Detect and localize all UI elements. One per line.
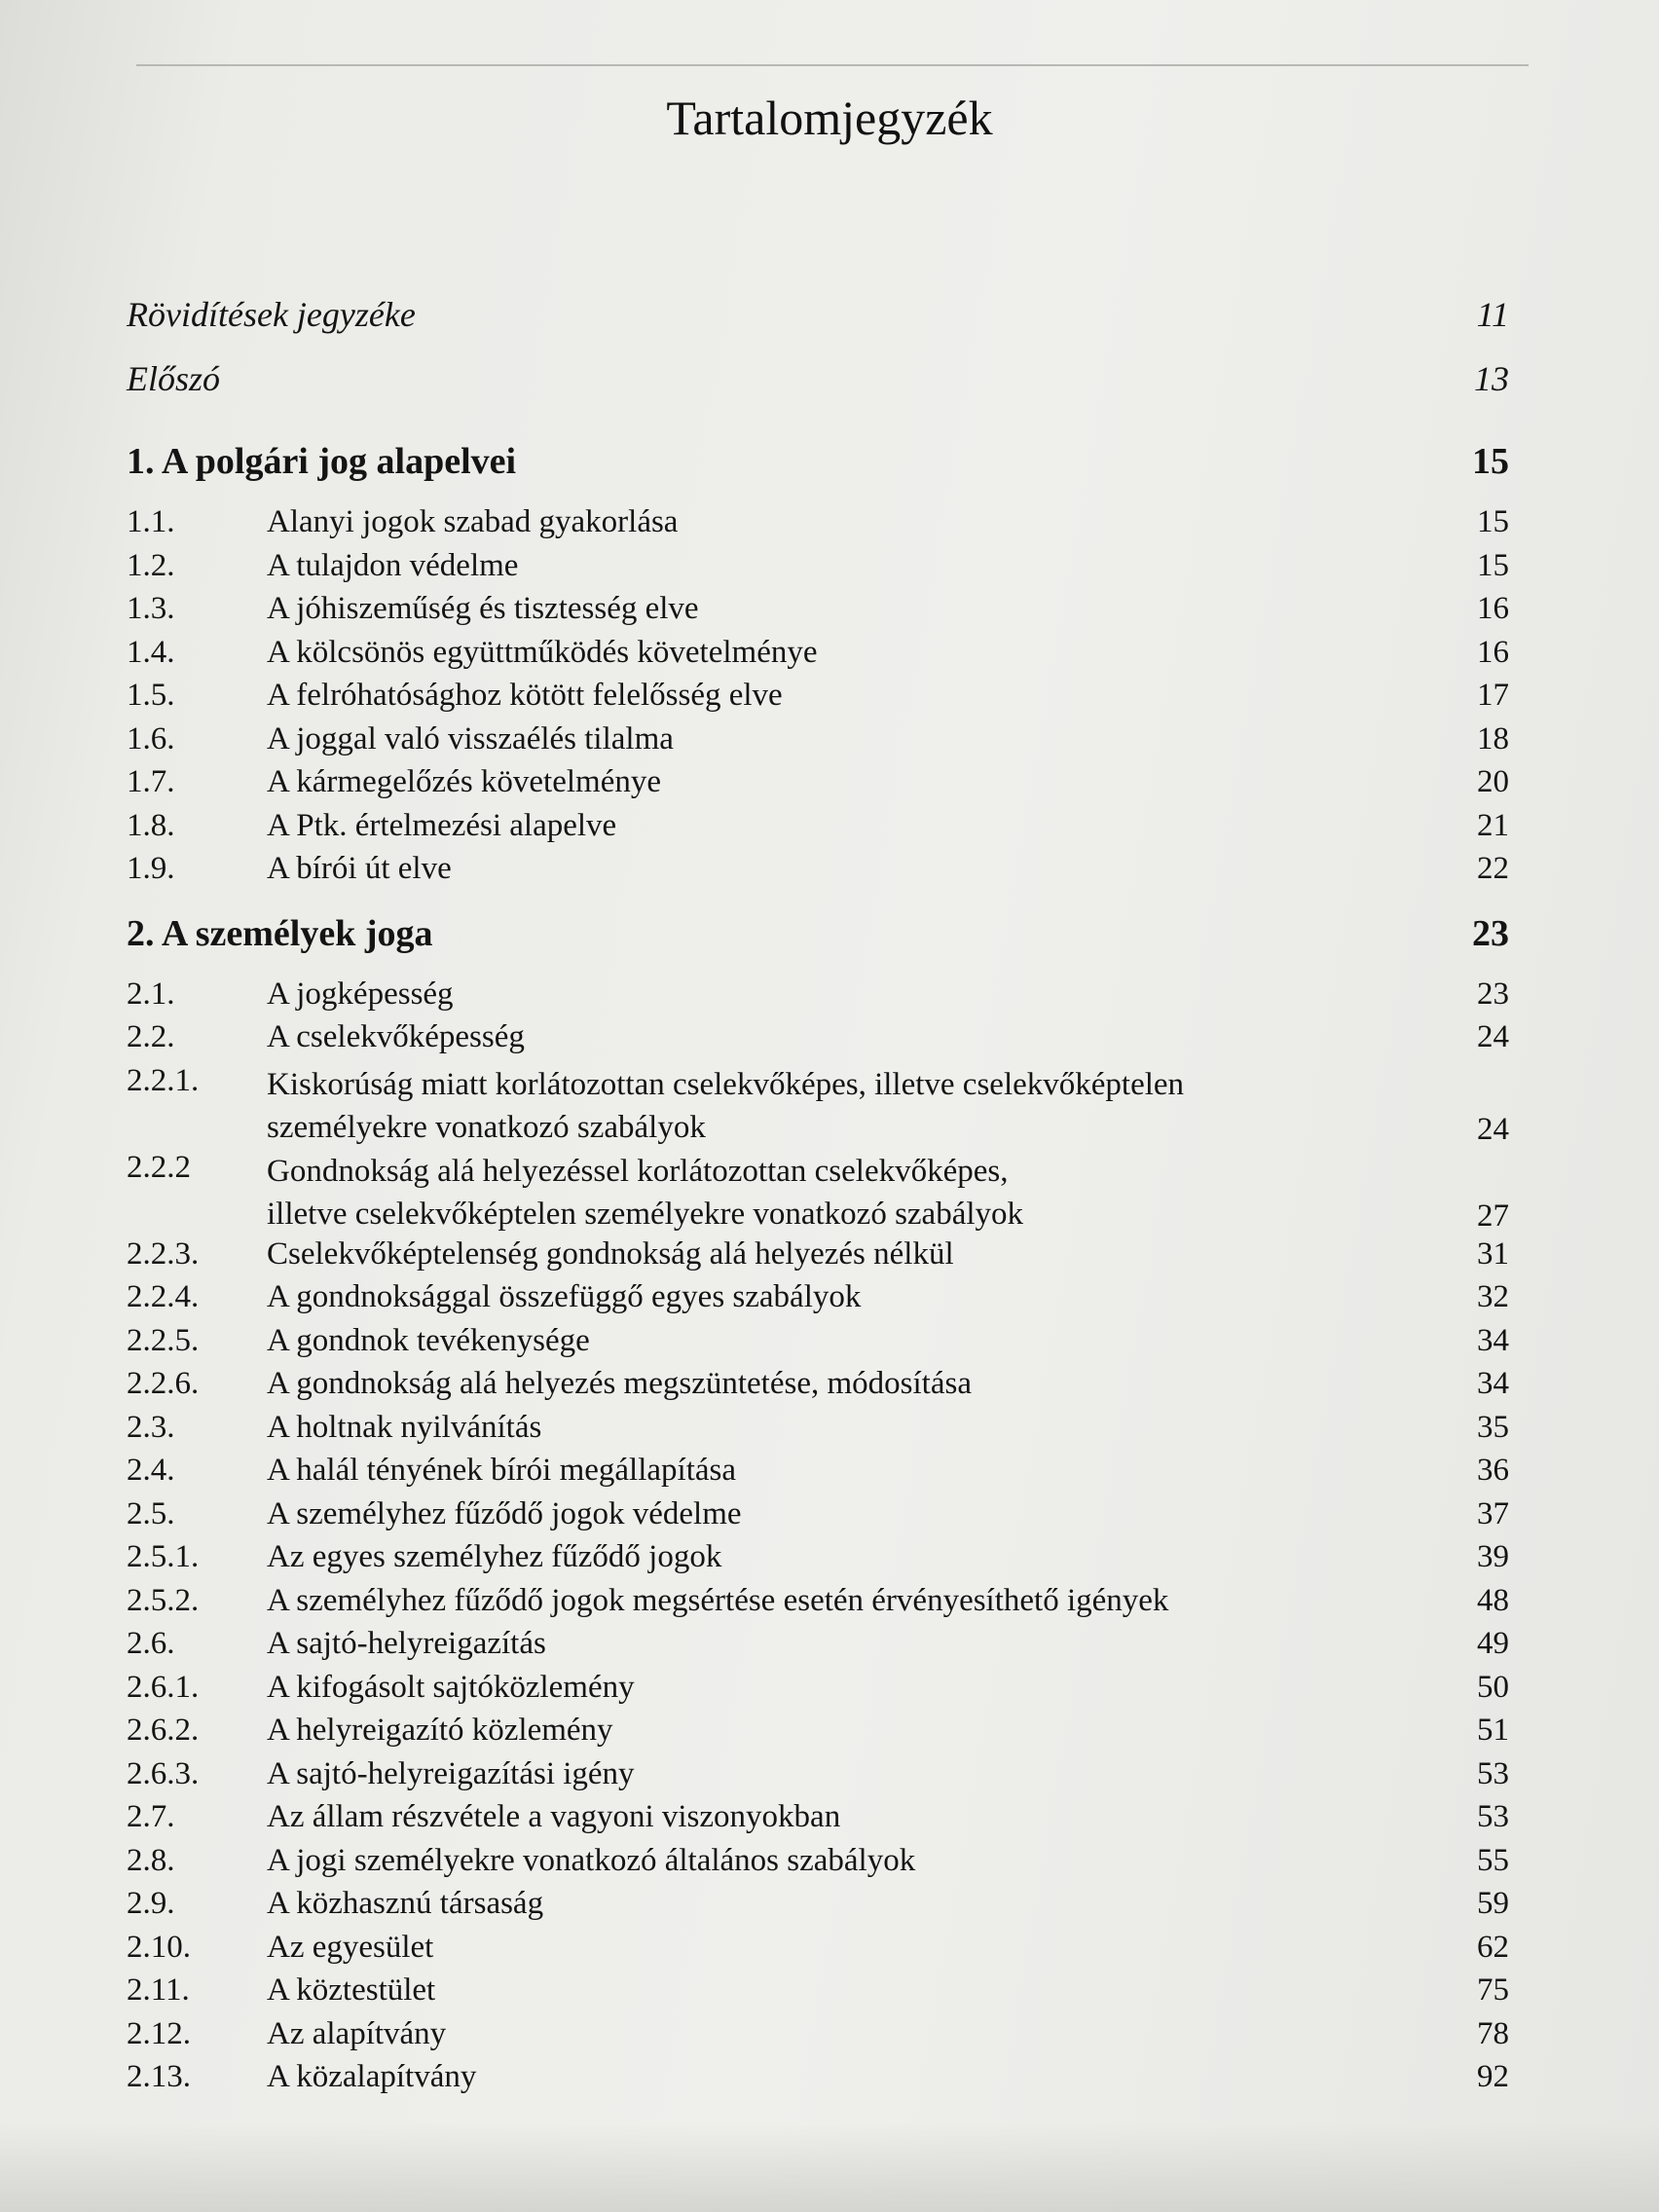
entry-number: 1.9. [127,851,175,886]
entry-page: 27 [1477,1198,1509,1234]
entry-label: A bírói út elve [267,851,452,886]
toc-entry [127,1843,1509,1887]
running-head-rule [136,64,1529,66]
entry-page: 78 [1477,2015,1509,2051]
entry-label: A jogi személyekre vonatkozó általános szabályok [267,1842,916,1878]
entry-number: 2.11. [127,1972,190,2008]
page-title: Tartalomjegyzék [666,91,993,145]
entry-label-line2: illetve cselekvőképtelen személyekre vonatkozó szabályok [267,1196,1024,1232]
toc-entry [127,1236,1509,1280]
toc-entry [127,1930,1509,1973]
entry-label: A jogképesség [267,976,454,1012]
entry-number: 2.2.4. [127,1279,200,1314]
entry-label: A kifogásolt sajtóközlemény [267,1669,635,1705]
toc-entry [127,1496,1509,1540]
entry-label: A holtnak nyilvánítás [267,1409,542,1445]
entry-label: A helyreigazító közlemény [267,1713,613,1748]
entry-number: 2.2.6. [127,1366,200,1401]
entry-number: 1.7. [127,764,175,799]
entry-label: A személyhez fűződő jogok védelme [267,1495,742,1531]
toc-entry [127,2059,1509,2103]
entry-label: A Ptk. értelmezési alapelve [267,807,617,843]
chapter-page: 15 [1472,441,1509,482]
toc-entry [127,635,1509,679]
front-matter-label: Rövidítések jegyzéke [127,295,416,334]
entry-page: 75 [1477,1972,1509,2008]
entry-number: 2.13. [127,2059,191,2094]
chapter-title: 1. A polgári jog alapelvei [127,441,517,482]
entry-label: Alanyi jogok szabad gyakorlása [267,504,679,539]
entry-label: Az egyes személyhez fűződő jogok [267,1539,722,1574]
entry-number: 2.9. [127,1886,175,1921]
entry-number: 1.3. [127,591,175,626]
entry-number: 1.4. [127,634,175,670]
entry-page: 24 [1477,1019,1509,1054]
toc-entry [127,678,1509,721]
entry-page: 23 [1477,976,1509,1012]
entry-page: 31 [1477,1235,1509,1272]
entry-page: 50 [1477,1669,1509,1705]
toc-entry [127,591,1509,635]
entry-page: 15 [1477,504,1509,539]
toc-entry [127,2016,1509,2060]
entry-page: 20 [1477,764,1509,799]
entry-page: 37 [1477,1495,1509,1531]
toc-entry [127,977,1509,1020]
entry-label: A kármegelőzés követelménye [267,764,662,799]
entry-number: 1.6. [127,720,175,756]
page-fold-shadow [0,2122,1659,2212]
entry-page: 17 [1477,678,1509,713]
entry-number: 2.2.5. [127,1322,200,1358]
entry-page: 34 [1477,1322,1509,1358]
entry-page: 55 [1477,1842,1509,1878]
entry-label: A felróhatósághoz kötött felelősség elve [267,678,783,713]
entry-label: A gondnoksággal összefüggő egyes szabályok [267,1279,862,1314]
front-matter-page: 11 [1476,295,1509,334]
toc-entry [127,1279,1509,1323]
toc-entry [127,1756,1509,1800]
entry-page: 49 [1477,1626,1509,1661]
front-matter-label: Előszó [127,359,221,398]
toc-entry [127,1583,1509,1627]
entry-page: 22 [1477,851,1509,886]
entry-page: 62 [1477,1929,1509,1965]
entry-page: 18 [1477,720,1509,756]
chapter-heading [127,440,1509,504]
toc-entry [127,504,1509,548]
entry-label: Az egyesület [267,1929,434,1965]
entry-number: 2.2.3. [127,1235,200,1272]
entry-page: 24 [1477,1111,1509,1147]
toc-entry [127,548,1509,592]
entry-number: 2.2.1. [127,1062,200,1098]
entry-page: 34 [1477,1366,1509,1401]
entry-page: 51 [1477,1713,1509,1748]
toc-entry [127,721,1509,765]
toc-entry [127,1410,1509,1454]
front-matter-row [127,294,1509,358]
toc-entry [127,1799,1509,1843]
toc-entry [127,851,1509,895]
chapter-title: 2. A személyek joga [127,912,433,954]
entry-number: 2.6. [127,1626,175,1661]
entry-number: 1.1. [127,504,175,539]
entry-number: 2.5.2. [127,1582,200,1618]
chapter-page: 23 [1472,912,1509,954]
toc-entry [127,1670,1509,1714]
entry-page: 53 [1477,1755,1509,1791]
front-matter-page: 13 [1474,359,1509,398]
toc-entry [127,1713,1509,1756]
entry-label: A közhasznú társaság [267,1886,544,1921]
entry-label: A joggal való visszaélés tilalma [267,720,674,756]
entry-number: 2.5.1. [127,1539,200,1574]
entry-label: A sajtó-helyreigazítási igény [267,1755,635,1791]
entry-number: 2.6.1. [127,1669,200,1705]
toc-entry [127,1626,1509,1670]
entry-label [267,1150,1421,1235]
toc-entry [127,1019,1509,1063]
entry-page: 15 [1477,547,1509,583]
entry-label: A sajtó-helyreigazítás [267,1626,546,1661]
entry-label: Az állam részvétele a vagyoni viszonyokban [267,1799,841,1834]
entry-number: 1.5. [127,678,175,713]
entry-page: 53 [1477,1799,1509,1834]
entry-page: 16 [1477,634,1509,670]
entry-label: A közalapítvány [267,2059,477,2094]
toc-entry [127,1539,1509,1583]
entry-page: 39 [1477,1539,1509,1574]
entry-label: Az alapítvány [267,2015,447,2051]
entry-page: 32 [1477,1279,1509,1314]
entry-page: 36 [1477,1453,1509,1488]
entry-number: 2.2.2 [127,1149,191,1185]
entry-label: A gondnok tevékenysége [267,1322,590,1358]
entry-page: 59 [1477,1886,1509,1921]
entry-number: 2.8. [127,1842,175,1878]
entry-number: 2.7. [127,1799,175,1834]
entry-number: 2.2. [127,1019,175,1054]
chapter-heading [127,912,1509,977]
entry-number: 2.10. [127,1929,191,1965]
entry-label: A cselekvőképesség [267,1019,525,1054]
entry-number: 2.4. [127,1453,175,1488]
entry-number: 2.3. [127,1409,175,1445]
entry-page: 35 [1477,1409,1509,1445]
entry-label: A kölcsönös együttműködés követelménye [267,634,818,670]
entry-label: A köztestület [267,1972,436,2008]
entry-number: 2.6.2. [127,1713,200,1748]
entry-page: 92 [1477,2059,1509,2094]
entry-label: A gondnokság alá helyezés megszüntetése, módosítása [267,1366,972,1401]
toc-entry [127,1150,1509,1236]
entry-label: A tulajdon védelme [267,547,519,583]
entry-number: 1.8. [127,807,175,843]
entry-label [267,1063,1421,1149]
entry-label-line2: személyekre vonatkozó szabályok [267,1109,706,1145]
entry-label-line1: Gondnokság alá helyezéssel korlátozottan cselekvőképes, [267,1153,1009,1189]
entry-label: A személyhez fűződő jogok megsértése esetén érvényesíthető igények [267,1582,1169,1618]
entry-page: 48 [1477,1582,1509,1618]
toc-entry [127,764,1509,808]
entry-page: 21 [1477,807,1509,843]
entry-page: 16 [1477,591,1509,626]
entry-number: 2.5. [127,1495,175,1531]
entry-label: A halál tényének bírói megállapítása [267,1453,736,1488]
toc-entry [127,1063,1509,1150]
entry-label: Cselekvőképtelenség gondnokság alá helyezés nélkül [267,1235,954,1272]
entry-number: 1.2. [127,547,175,583]
entry-label: A jóhiszeműség és tisztesség elve [267,591,699,626]
front-matter-row [127,358,1509,423]
toc-entry [127,1886,1509,1930]
toc-entry [127,1453,1509,1496]
toc-entry [127,1366,1509,1410]
entry-number: 2.6.3. [127,1755,200,1791]
entry-number: 2.1. [127,976,175,1012]
toc-entry [127,808,1509,852]
toc-entry [127,1323,1509,1367]
entry-label-line1: Kiskorúság miatt korlátozottan cselekvőképes, illetve cselekvőképtelen [267,1066,1185,1102]
entry-number: 2.12. [127,2015,191,2051]
toc-entry [127,1972,1509,2016]
table-of-contents [127,294,1509,2103]
